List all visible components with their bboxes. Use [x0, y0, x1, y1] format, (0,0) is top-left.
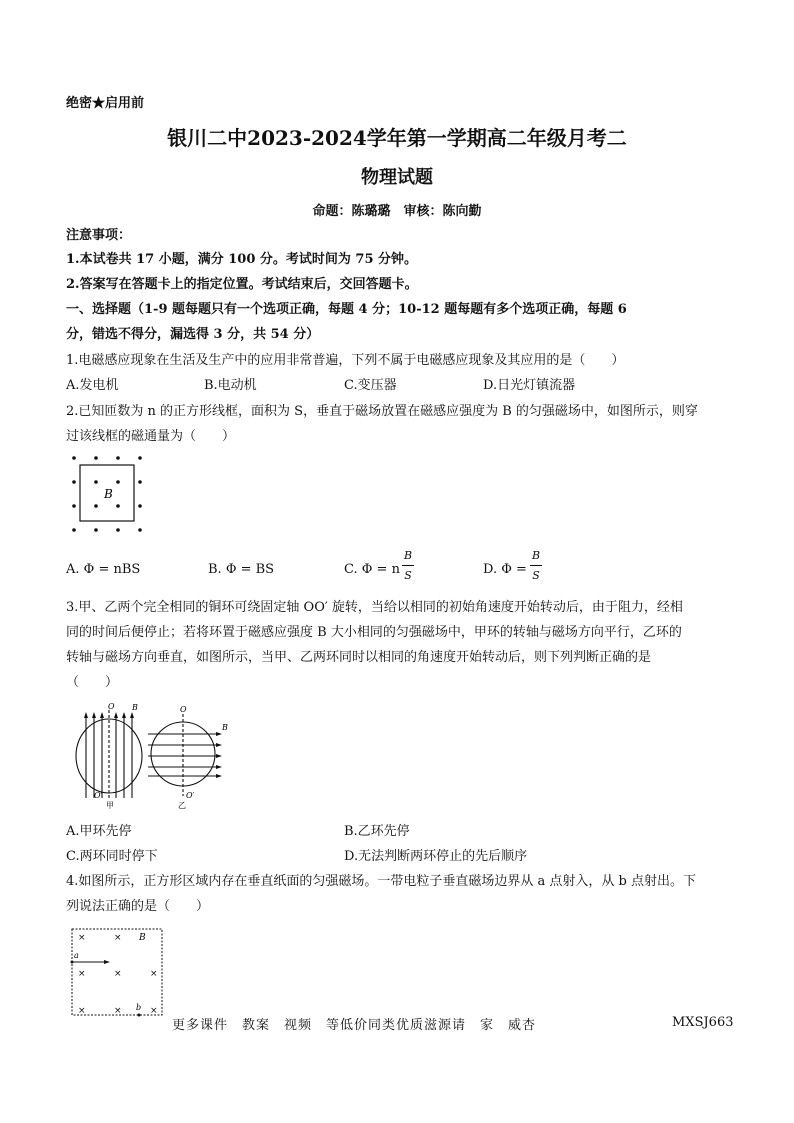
svg-text:×: × [78, 969, 86, 979]
q1-option-a: A.发电机 [66, 378, 119, 393]
q3-stem-line4: （ ） [66, 675, 119, 690]
exam-subtitle: 物理试题 [361, 167, 433, 188]
q2-c-frac-num: B [403, 549, 413, 562]
q2-d-frac-den: S [532, 569, 540, 582]
ring-jia [76, 710, 142, 798]
secret-label: 绝密★启用前 [66, 96, 145, 111]
q3-stem-line2: 同的时间后便停止；若将环置于磁感应强度 B 大小相同的匀强磁场中，甲环的转轴与磁场方向平行，乙环的 [66, 625, 682, 640]
ring-yi-b-label: B [222, 723, 228, 732]
q2-option-d [483, 562, 527, 577]
q2-option-c-prefix: C. Φ = n [344, 562, 400, 577]
entry-velocity-arrow [104, 960, 110, 964]
notice-item-2: 2.答案写在答题卡上的指定位置。考试结束后，交回答题卡。 [66, 277, 418, 292]
ring-yi [148, 714, 220, 796]
ring-yi-arrows [216, 732, 222, 778]
q2-d-frac-bar [530, 565, 542, 566]
ring-jia-b-label: B [132, 703, 138, 712]
ring-yi-o-label: O [180, 705, 187, 714]
footer-code: MXSJ663 [672, 1015, 734, 1030]
section-heading-line2: 分，错选不得分，漏选得 3 分，共 54 分） [66, 327, 320, 342]
q1-option-d: D.日光灯镇流器 [483, 378, 576, 393]
q4-stem-line1: 4.如图所示，正方形区域内存在垂直纸面的匀强磁场。一带电粒子垂直磁场边界从 a 点射入，从 b 点射出。下 [66, 874, 697, 889]
svg-text:×: × [150, 1006, 158, 1016]
svg-text:×: × [78, 1006, 86, 1016]
authors-line: 命题：陈璐璐 审核：陈向勤 [312, 204, 482, 219]
q4-stem-line2: 列说法正确的是（ ） [66, 899, 210, 914]
q2-d-frac-num: B [531, 549, 541, 562]
q4-fig-bb-label: b [136, 1003, 142, 1012]
q2-figure-square-coil [66, 452, 156, 538]
svg-text:×: × [114, 969, 122, 979]
q2-fig-b-label: B [104, 487, 113, 501]
q2-c-frac-den: S [404, 569, 412, 582]
q4-fig-a-label: a [74, 951, 79, 960]
q1-stem: 1.电磁感应现象在生活及生产中的应用非常普遍，下列不属于电磁感应现象及其应用的是（ ） [66, 353, 625, 368]
q2-option-a: A. Φ = nBS [66, 562, 141, 577]
q2-stem-line2: 过该线框的磁通量为（ ） [66, 429, 236, 444]
exam-title: 银川二中2023-2024学年第一学期高二年级月考二 [167, 126, 627, 150]
q4-figure-square-field [66, 926, 168, 1020]
svg-text:×: × [114, 1006, 122, 1016]
q3-stem-line3: 转轴与磁场方向垂直，如图所示，当甲、乙两环同时以相同的角速度开始转动后，则下列判断正确的是 [66, 650, 652, 665]
q2-c-frac-bar [402, 565, 414, 566]
point-b [138, 1014, 141, 1017]
q3-option-b: B.乙环先停 [344, 824, 410, 839]
q1-option-c: C.变压器 [344, 378, 397, 393]
ring-jia-o2-label: O′ [94, 791, 103, 800]
q3-option-d: D.无法判断两环停止的先后顺序 [344, 849, 528, 864]
point-a [71, 961, 74, 964]
q2-option-c [344, 562, 400, 577]
ring-jia-name: 甲 [106, 801, 114, 810]
q3-option-a: A.甲环先停 [66, 824, 132, 839]
q3-stem-line1: 3.甲、乙两个完全相同的铜环可绕固定轴 OO′ 旋转，当给以相同的初始角速度开始转动后，由于阻力，经相 [66, 600, 683, 615]
ring-jia-o-label: O [108, 702, 115, 711]
cross-marks [78, 933, 158, 1016]
svg-text:×: × [114, 933, 122, 943]
q1-option-b: B.电动机 [204, 378, 257, 393]
ring-yi-name: 乙 [178, 801, 186, 810]
q2-option-d-prefix: D. Φ = [483, 562, 527, 577]
q3-option-c: C.两环同时停下 [66, 849, 158, 864]
notice-item-1: 1.本试卷共 17 小题，满分 100 分。考试时间为 75 分钟。 [66, 252, 418, 267]
section-heading-line1: 一、选择题（1-9 题每题只有一个选项正确，每题 4 分；10-12 题每题有多个选项正确，每题 6 [66, 302, 627, 317]
q3-figure-rings [66, 700, 236, 810]
q2-option-b: B. Φ = BS [208, 562, 275, 577]
ring-yi-o2-label: O′ [186, 791, 195, 800]
q4-fig-b-label: B [139, 933, 146, 943]
notice-heading: 注意事项： [66, 228, 132, 243]
svg-text:×: × [150, 969, 158, 979]
footer-ad: 更多课件 教案 视频 等低价同类优质滋源请 家 威杏 [172, 1018, 537, 1033]
svg-text:×: × [78, 933, 86, 943]
q2-stem-line1: 2.已知匝数为 n 的正方形线框，面积为 S，垂直于磁场放置在磁感应强度为 B 的匀强磁场中，如图所示，则穿 [66, 404, 698, 419]
